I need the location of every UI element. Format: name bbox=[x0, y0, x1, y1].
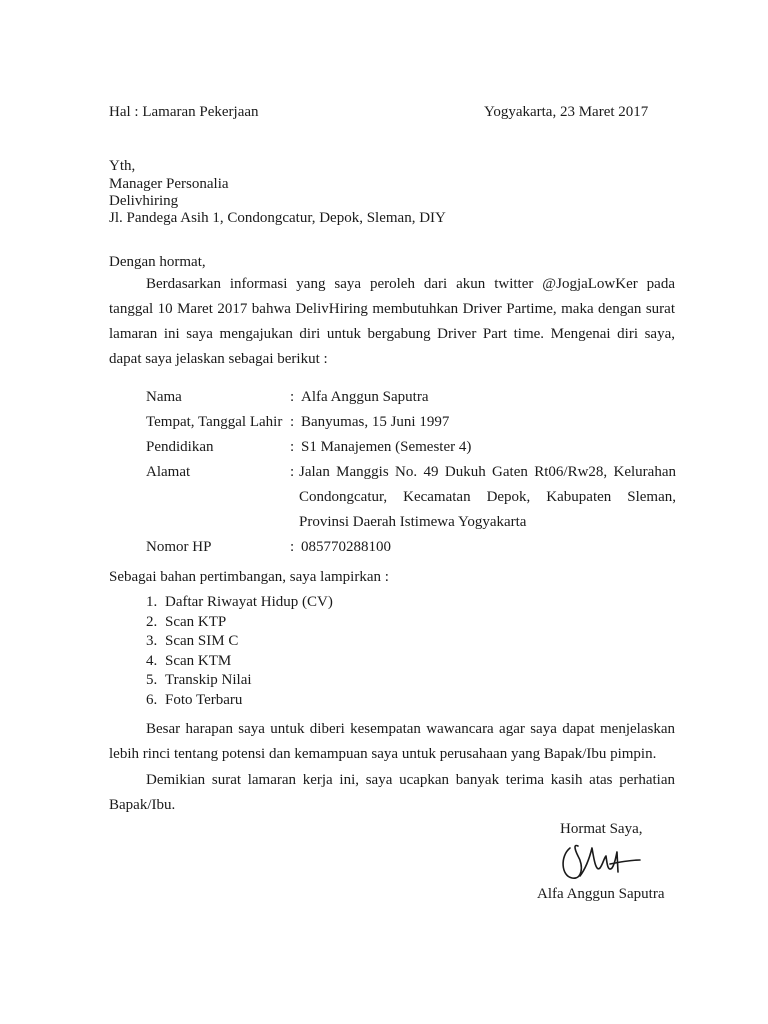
field-address-label: Alamat bbox=[146, 464, 191, 480]
signature-stroke-letters bbox=[580, 848, 618, 876]
list-item bbox=[146, 691, 333, 711]
field-phone-label: Nomor HP bbox=[146, 539, 212, 555]
hope-paragraph bbox=[109, 717, 675, 767]
field-name-label: Nama bbox=[146, 389, 182, 405]
list-item-text: Scan KTP bbox=[165, 613, 227, 630]
recipient-company: Delivhiring bbox=[109, 193, 179, 209]
field-name-value: Alfa Anggun Saputra bbox=[301, 389, 429, 405]
sign-off-name: Alfa Anggun Saputra bbox=[537, 886, 665, 902]
list-item-text: Scan SIM C bbox=[165, 633, 239, 649]
list-item-text: Foto Terbaru bbox=[165, 691, 243, 708]
list-item-number: 3. bbox=[146, 633, 158, 649]
hope-text: Besar harapan saya untuk diberi kesempatan wawancara agar saya dapat menjelaskan lebih rinci tentang potensi dan kemampuan saya untuk perusahaan yang Bapak/Ibu pimpin. bbox=[109, 721, 675, 762]
field-birth-label: Tempat, Tanggal Lahir bbox=[146, 414, 283, 430]
intro-paragraph bbox=[109, 272, 675, 372]
intro-text: Berdasarkan informasi yang saya peroleh dari akun twitter @JogjaLowKer pada tanggal 10 Maret 2017 bahwa DelivHiring membutuhkan Driver Partime, maka dengan surat lamaran ini saya mengajukan diri untuk bergabung Driver Part time. Mengenai diri saya, dapat saya jelaskan sebagai berikut : bbox=[109, 276, 675, 367]
subject-line: Hal : Lamaran Pekerjaan bbox=[109, 104, 259, 120]
list-item bbox=[146, 671, 333, 691]
field-birth-value: Banyumas, 15 Juni 1997 bbox=[301, 414, 450, 430]
field-address-value: Jalan Manggis No. 49 Dukuh Gaten Rt06/Rw28, Kelurahan Condongcatur, Kecamatan Depok, Kabupaten Sleman, Provinsi Daerah Istimewa Yogyakarta bbox=[299, 464, 676, 530]
signature-stroke-loop bbox=[563, 845, 581, 878]
recipient-position: Manager Personalia bbox=[109, 176, 229, 192]
list-item bbox=[146, 613, 333, 633]
field-birth-colon: : bbox=[290, 414, 295, 430]
field-education-label: Pendidikan bbox=[146, 439, 214, 455]
field-address-colon: : bbox=[290, 464, 295, 480]
list-item-number: 2. bbox=[146, 613, 158, 630]
list-item bbox=[146, 593, 333, 613]
list-item-number: 6. bbox=[146, 691, 158, 708]
list-item bbox=[146, 652, 333, 672]
place-date: Yogyakarta, 23 Maret 2017 bbox=[484, 104, 649, 120]
field-education-value: S1 Manajemen (Semester 4) bbox=[301, 439, 472, 455]
list-item-text: Daftar Riwayat Hidup (CV) bbox=[165, 594, 333, 610]
closing-text: Demikian surat lamaran kerja ini, saya ucapkan banyak terima kasih atas perhatian Bapak/Ibu. bbox=[109, 772, 675, 813]
field-name-colon: : bbox=[290, 389, 295, 405]
field-education-colon: : bbox=[290, 439, 295, 455]
recipient-address: Jl. Pandega Asih 1, Condongcatur, Depok, Sleman, DIY bbox=[109, 210, 446, 226]
list-item-number: 1. bbox=[146, 594, 158, 610]
closing-paragraph bbox=[109, 768, 675, 818]
field-phone-value: 085770288100 bbox=[301, 539, 391, 555]
list-item-text: Transkip Nilai bbox=[165, 672, 252, 688]
sign-off-salutation: Hormat Saya, bbox=[560, 821, 643, 837]
attachments-intro: Sebagai bahan pertimbangan, saya lampirkan : bbox=[109, 569, 389, 585]
list-item-text: Scan KTM bbox=[165, 652, 232, 669]
opening-salutation: Dengan hormat, bbox=[109, 254, 206, 270]
list-item-number: 4. bbox=[146, 652, 158, 669]
list-item-number: 5. bbox=[146, 672, 158, 688]
recipient-greeting: Yth, bbox=[109, 158, 136, 174]
field-phone-colon: : bbox=[290, 539, 295, 555]
signature-image bbox=[560, 838, 644, 888]
attachment-list bbox=[146, 593, 333, 710]
list-item bbox=[146, 632, 333, 652]
